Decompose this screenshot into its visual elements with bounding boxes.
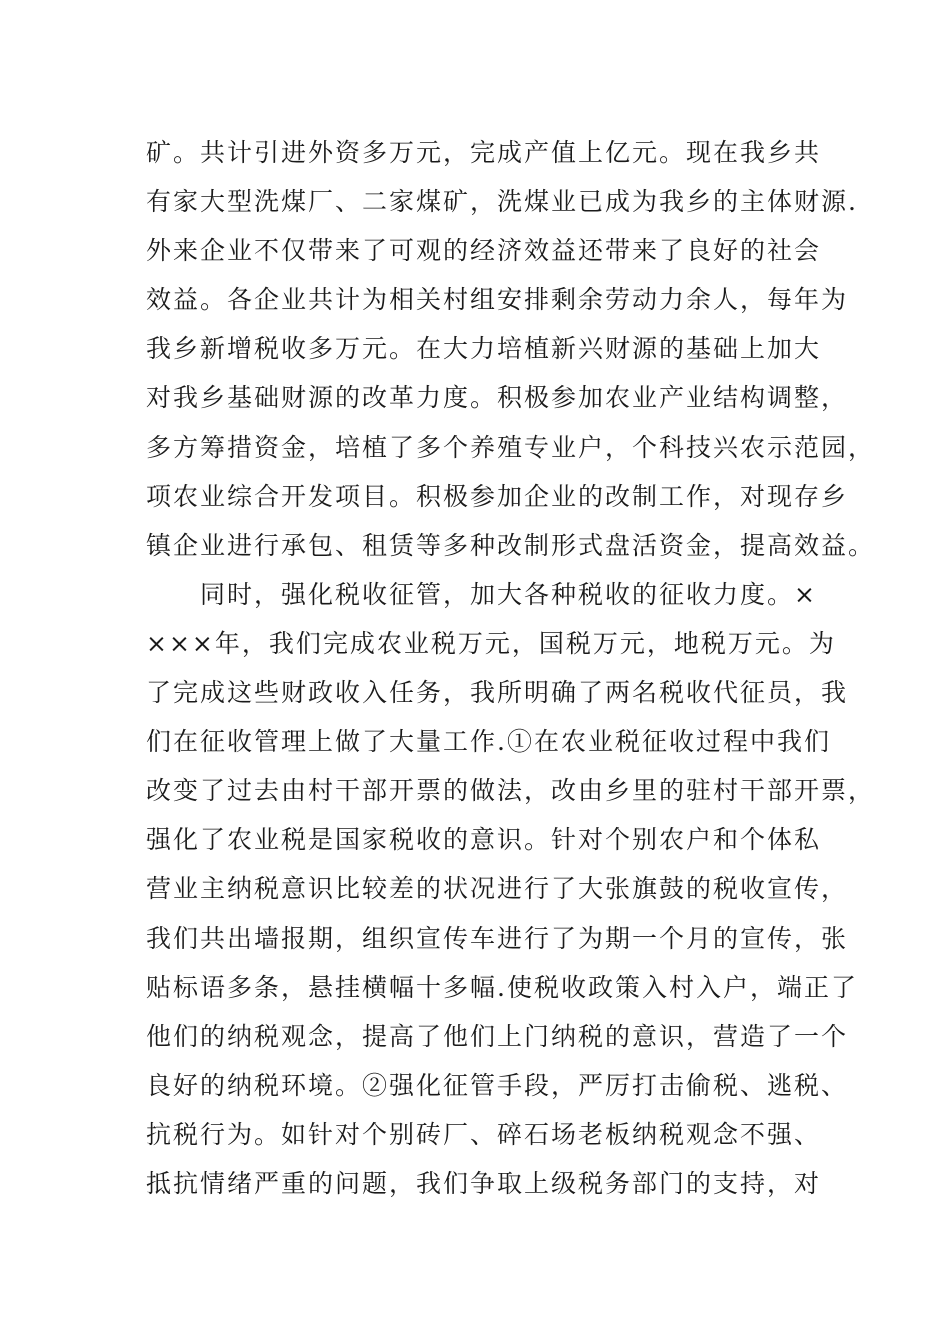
- text-line: 镇企业进行承包、租赁等多种改制形式盘活资金，提高效益。: [146, 530, 876, 560]
- text-line: 矿。共计引进外资多万元，完成产值上亿元。现在我乡共: [146, 138, 822, 167]
- text-line: 贴标语多条，悬挂横幅十多幅.使税收政策入村入户，端正了: [146, 972, 858, 1002]
- text-line: 我乡新增税收多万元。在大力培植新兴财源的基础上加大: [146, 334, 822, 364]
- paragraph-start-line: 同时，强化税收征管，加大各种税收的征收力度。×: [146, 579, 817, 609]
- text-line: 外来企业不仅带来了可观的经济效益还带来了良好的社会: [146, 236, 822, 266]
- text-line: 了完成这些财政收入任务，我所明确了两名税收代征员，我: [146, 678, 849, 708]
- text-line: 有家大型洗煤厂、二家煤矿，洗煤业已成为我乡的主体财源.: [146, 187, 858, 217]
- text-line: 效益。各企业共计为相关村组安排剩余劳动力余人，每年为: [146, 285, 849, 315]
- text-line: 项农业综合开发项目。积极参加企业的改制工作，对现存乡: [146, 481, 849, 511]
- text-line: 们在征收管理上做了大量工作.①在农业税征收过程中我们: [146, 727, 831, 757]
- text-line: 强化了农业税是国家税收的意识。针对个别农户和个体私: [146, 825, 822, 855]
- text-line: 抗税行为。如针对个别砖厂、碎石场老板纳税观念不强、: [146, 1119, 822, 1149]
- body-text: [146, 128, 876, 1208]
- text-line: 多方筹措资金，培植了多个养殖专业户，个科技兴农示范园，: [146, 432, 876, 462]
- text-line: 改变了过去由村干部开票的做法，改由乡里的驻村干部开票，: [146, 776, 876, 806]
- text-line: 抵抗情绪严重的问题，我们争取上级税务部门的支持，对: [146, 1168, 822, 1198]
- text-line: 对我乡基础财源的改革力度。积极参加农业产业结构调整，: [146, 383, 849, 413]
- text-line: ×××年，我们完成农业税万元，国税万元，地税万元。为: [146, 628, 836, 658]
- text-line: 营业主纳税意识比较差的状况进行了大张旗鼓的税收宣传，: [146, 874, 849, 904]
- text-line: 良好的纳税环境。②强化征管手段，严厉打击偷税、逃税、: [146, 1070, 849, 1100]
- text-line: 我们共出墙报期，组织宣传车进行了为期一个月的宣传，张: [146, 923, 849, 953]
- text-line: 他们的纳税观念，提高了他们上门纳税的意识，营造了一个: [146, 1021, 849, 1051]
